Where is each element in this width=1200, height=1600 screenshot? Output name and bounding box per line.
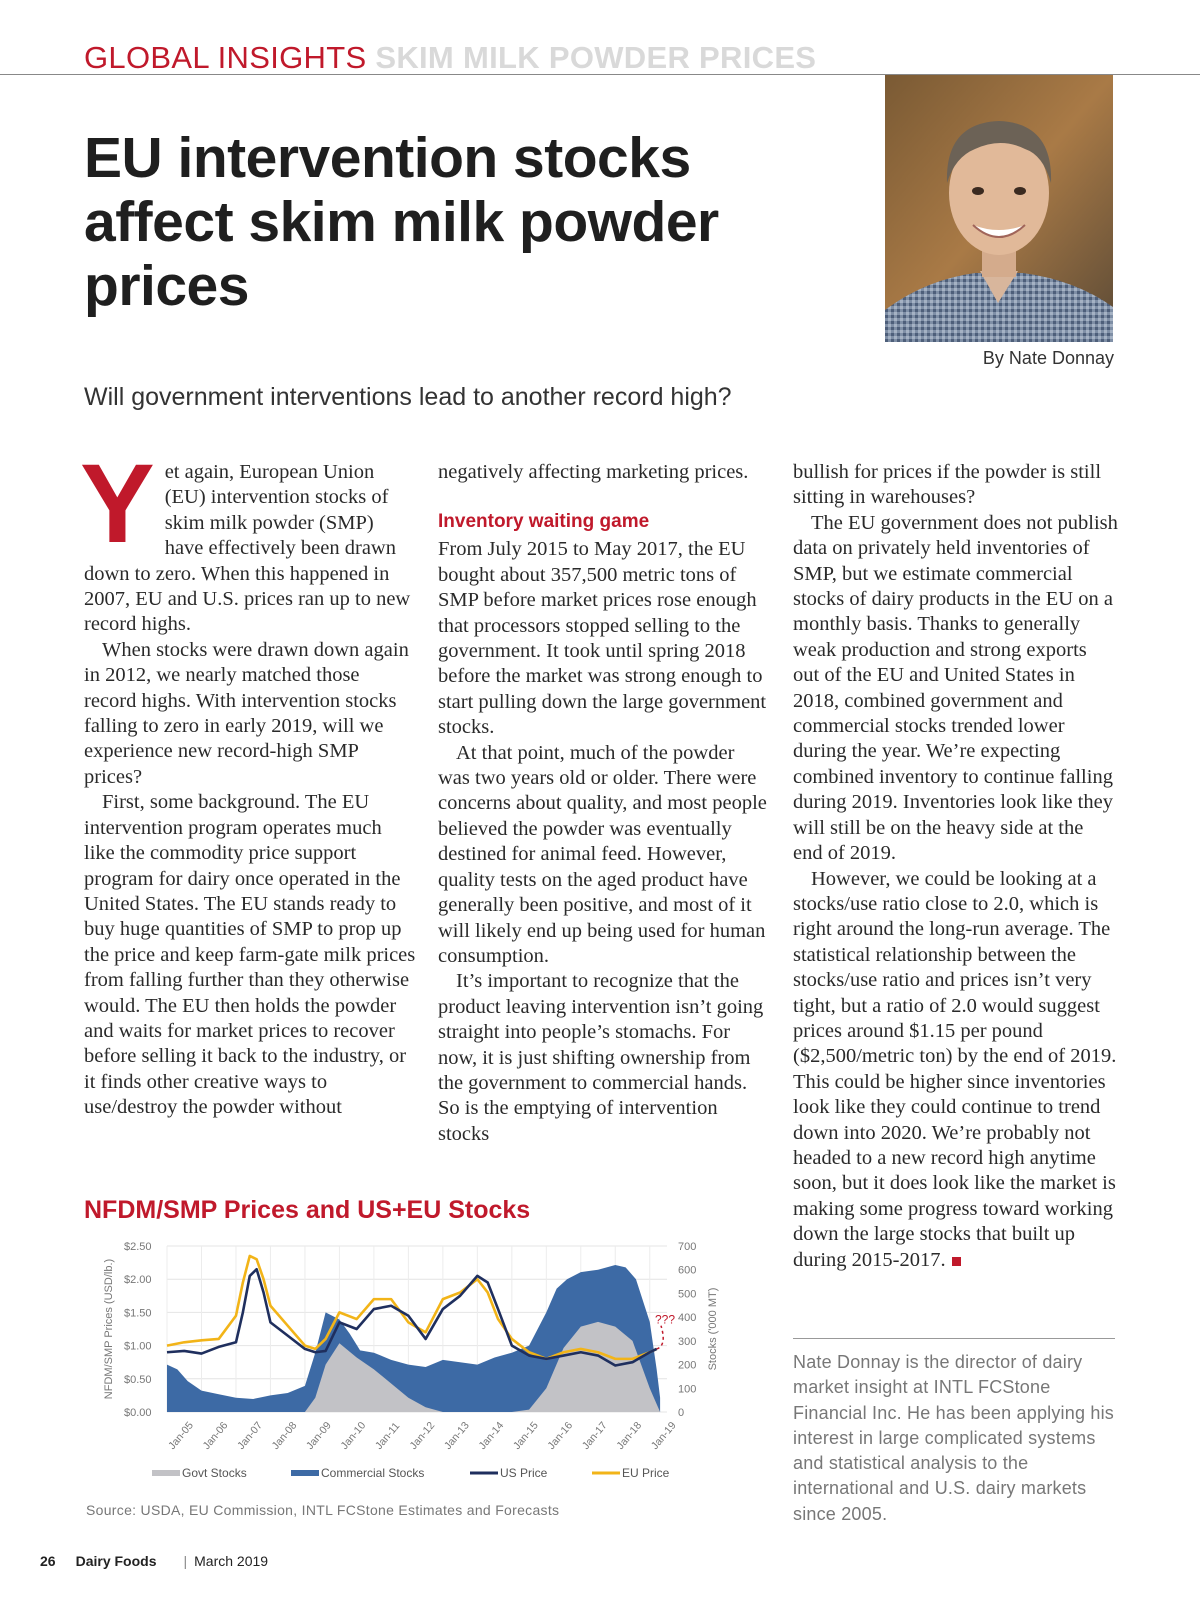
section-label: GLOBAL INSIGHTS	[84, 40, 367, 75]
y-axis-title: NFDM/SMP Prices (USD/lb.)	[103, 1258, 115, 1400]
paragraph: et again, European Union (EU) intervention stocks of skim milk powder (SMP) have effectively been drawn down to zero. When this happened in 2007, EU and U.S. prices ran up to new record highs.	[84, 461, 411, 636]
x-tick-label: Jan-08	[269, 1419, 300, 1452]
subheading: Inventory waiting game	[438, 511, 650, 533]
issue-date: March 2019	[194, 1553, 269, 1569]
byline: By Nate Donnay	[982, 348, 1114, 368]
x-tick-label: Jan-07	[235, 1419, 265, 1452]
x-tick-label: Jan-16	[545, 1419, 576, 1452]
x-tick-label: Jan-15	[510, 1419, 541, 1452]
legend-swatch	[291, 1470, 319, 1476]
page-number: 26	[40, 1553, 56, 1569]
paragraph: It’s important to recognize that the product leaving intervention isn’t going straight into people’s stomachs. For now, it is just shifting ownership from the government to commercial hands. So is the emptying of intervention stocks	[438, 970, 764, 1145]
paragraph: First, some background. The EU intervention program operates much like the commodity price support program for dairy once operated in the United States. The EU stands ready to buy huge quantities of SMP to prop up the price and keep farm-gate milk prices from falling further than they otherwise would. The EU then holds the powder and waits for market prices to recover before selling it back to the industry, or it finds other creative ways to use/destroy the powder without	[84, 791, 416, 1119]
y2-tick-label: 400	[678, 1312, 697, 1325]
end-mark-icon	[952, 1257, 961, 1266]
y2-tick-label: 600	[678, 1264, 697, 1277]
body-column-2	[438, 460, 770, 1147]
paragraph: When stocks were drawn down again in 2012, we nearly matched those record highs. With intervention stocks falling to zero in early 2019, will we experience new record-high SMP prices?	[84, 638, 409, 788]
y2-axis-title: Stocks ('000 MT)	[707, 1287, 719, 1371]
x-tick-label: Jan-14	[476, 1419, 507, 1452]
y2-tick-label: 300	[678, 1335, 697, 1348]
y-tick-label: $2.50	[124, 1241, 152, 1253]
x-tick-label: Jan-18	[614, 1419, 645, 1452]
paragraph: bullish for prices if the powder is still sitting in warehouses?	[793, 461, 1102, 509]
footer-separator: |	[183, 1553, 188, 1569]
forecast-annotation: ???	[655, 1312, 676, 1327]
y-tick-label: $2.00	[124, 1274, 152, 1287]
legend-swatch	[470, 1472, 498, 1475]
x-tick-label: Jan-11	[373, 1420, 403, 1452]
x-tick-label: Jan-05	[166, 1419, 196, 1452]
legend-label: EU Price	[622, 1466, 670, 1480]
y2-tick-label: 0	[678, 1407, 685, 1419]
legend-label: Govt Stocks	[182, 1466, 247, 1480]
paragraph: From July 2015 to May 2017, the EU bought about 357,500 metric tons of SMP before market prices rose enough that processors stopped selling to the government. It took until spring 2018 before the market was strong enough to start pulling down the large government stocks.	[438, 538, 767, 739]
paragraph: However, we could be looking at a stocks/use ratio close to 2.0, which is right around the long-run average. The statistical relationship between the stocks/use ratio and prices isn’t very tight, but a ratio of 2.0 would suggest prices around $1.15 per pound ($2,500/metric ton) by the end of 2019. This could be higher since inventories look like they could continue to trend down into 2020. We’re probably not headed to a new record high anytime soon, but it does look like the market is making some progress toward working down the large stocks that built up during 2015-2017.	[793, 867, 1117, 1271]
y-tick-label: $0.00	[124, 1407, 152, 1419]
y2-tick-label: 500	[678, 1288, 697, 1301]
x-tick-label: Jan-09	[304, 1419, 334, 1452]
section-topic: SKIM MILK POWDER PRICES	[375, 40, 817, 75]
drop-cap: Y	[80, 441, 155, 566]
x-tick-label: Jan-10	[338, 1419, 369, 1452]
chart-title: NFDM/SMP Prices and US+EU Stocks	[84, 1196, 531, 1224]
headline: EU intervention stocks affect skim milk powder prices	[84, 126, 719, 318]
paragraph: negatively affecting marketing prices.	[438, 461, 749, 483]
paragraph: The EU government does not publish data on privately held inventories of SMP, but we estimate commercial stocks of dairy products in the EU on a monthly basis. Thanks to generally weak production and strong exports out of the EU and United States in 2018, combined government and commercial stocks trended lower during the year. We’re expecting combined inventory to continue falling during 2019. Inventories look like they will still be on the heavy side at the end of 2019.	[793, 511, 1118, 865]
y2-tick-label: 100	[678, 1383, 697, 1396]
body-column-3	[793, 460, 1118, 1273]
x-tick-label: Jan-19	[648, 1419, 679, 1452]
y-tick-label: $1.50	[124, 1307, 152, 1320]
publication-name: Dairy Foods	[75, 1553, 157, 1569]
x-tick-label: Jan-06	[200, 1419, 231, 1452]
y2-tick-label: 700	[678, 1241, 697, 1253]
deck: Will government interventions lead to another record high?	[84, 383, 732, 411]
legend-label: Commercial Stocks	[321, 1466, 425, 1480]
x-tick-label: Jan-17	[579, 1419, 610, 1452]
chart-svg	[84, 1226, 764, 1486]
body-column-1	[80, 441, 416, 1121]
author-bio: Nate Donnay is the director of dairy market insight at INTL FCStone Financial Inc. He has been applying his interest in large complicated systems and statistical analysis to the international and U.S. dairy markets since 2005.	[793, 1352, 1114, 1524]
legend-swatch	[152, 1470, 180, 1476]
paragraph: At that point, much of the powder was two years old or older. There were concerns about quality, and most people believed the powder was eventually destined for animal feed. However, quality tests on the aged product have generally been positive, and most of it will likely end up being used for human consumption.	[438, 741, 767, 967]
y2-tick-label: 200	[678, 1359, 697, 1372]
section-header	[84, 40, 816, 76]
page-footer	[40, 1553, 268, 1569]
chart-source: Source: USDA, EU Commission, INTL FCStone Estimates and Forecasts	[86, 1502, 560, 1518]
bio-divider	[793, 1338, 1115, 1339]
x-tick-label: Jan-12	[407, 1419, 438, 1452]
legend-label: US Price	[500, 1466, 548, 1480]
prices-stocks-chart	[84, 1226, 764, 1486]
author-photo	[885, 75, 1113, 342]
legend-swatch	[592, 1472, 620, 1475]
y-tick-label: $1.00	[124, 1340, 152, 1353]
x-tick-label: Jan-13	[441, 1419, 472, 1452]
y-tick-label: $0.50	[124, 1373, 152, 1386]
